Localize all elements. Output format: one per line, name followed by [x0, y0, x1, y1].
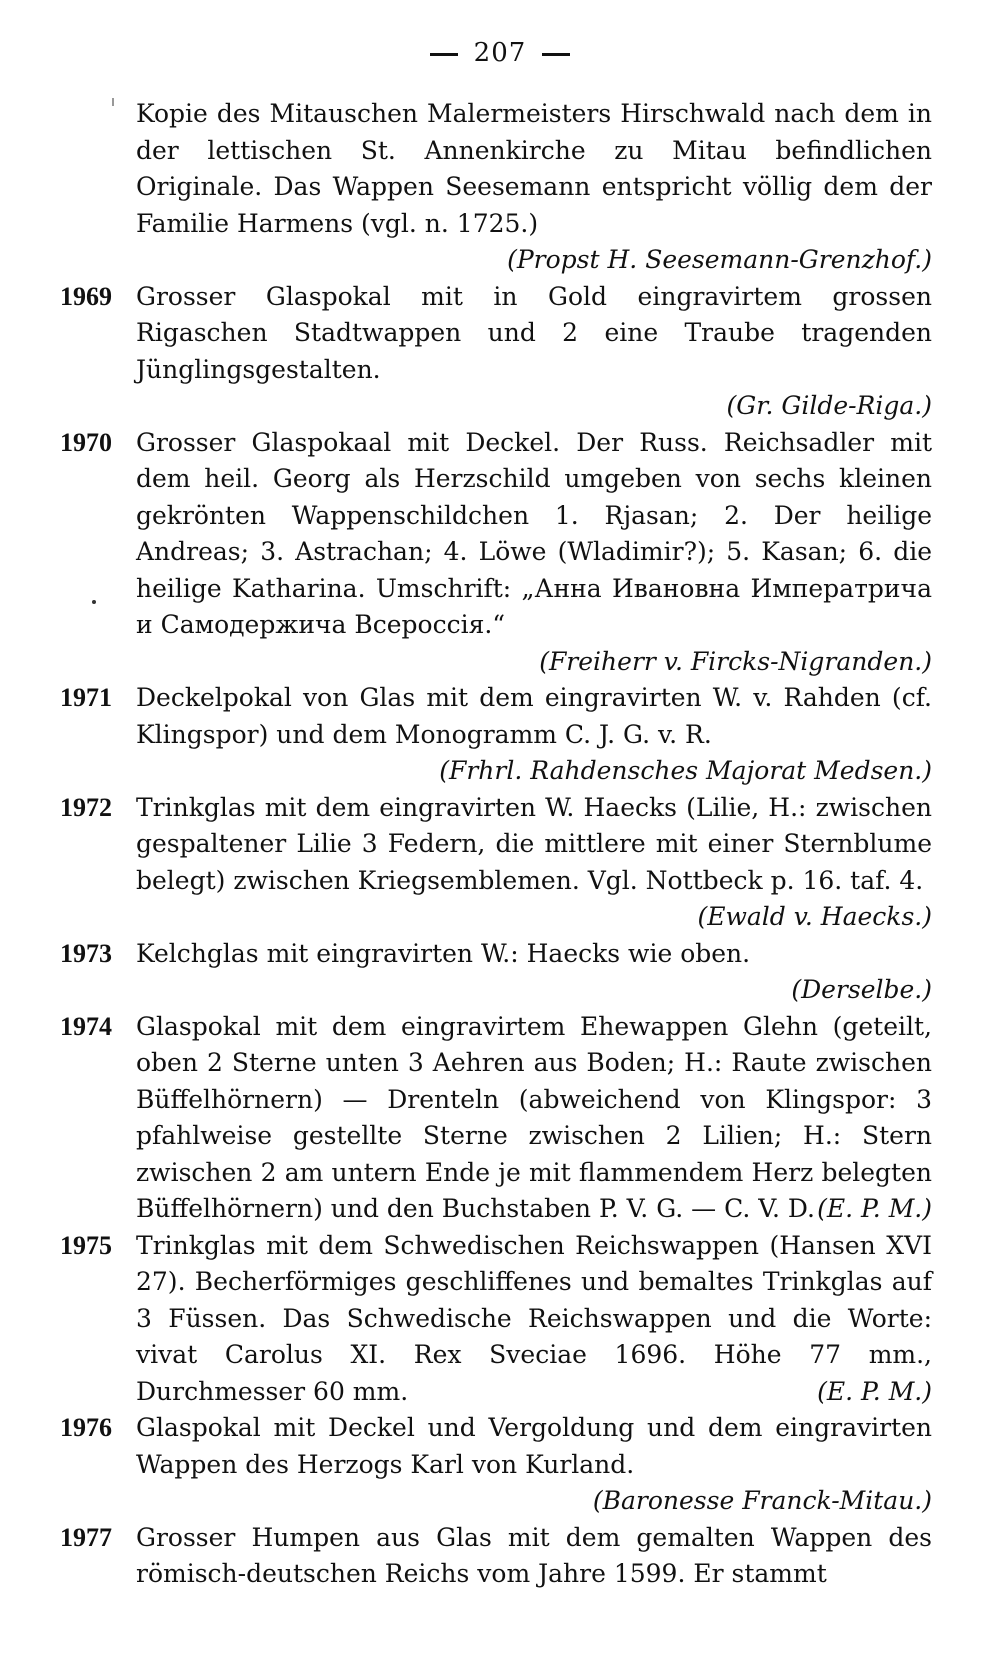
entry-source: (Ewald v. Haecks.) [697, 902, 932, 931]
page-number [0, 38, 1000, 68]
entry-number: 1972 [60, 792, 112, 822]
entry-text: Kelchglas mit eingravirten W.: Haecks wie oben. [136, 938, 751, 968]
entry-number: 1971 [60, 683, 112, 712]
dash-left [430, 53, 458, 56]
entry-1976 [60, 1410, 932, 1520]
entry-source: (Frhrl. Rahdensches Majorat Medsen.) [439, 756, 932, 785]
entry-text: Grosser Humpen aus Glas mit dem gemalten Wappen des römisch-deutschen Reichs vom Jahre 1599. Er stammt [136, 1522, 932, 1588]
entry-text: Grosser Glaspokal mit in Gold eingravirtem grossen Rigaschen Stadtwappen und 2 eine Traube tragenden Jünglingsgestalten. [136, 281, 932, 384]
entry-1977 [60, 1520, 932, 1593]
intro-paragraph [60, 96, 932, 279]
entry-1971 [60, 680, 932, 790]
entry-1974 [60, 1009, 932, 1228]
entry-1969 [60, 279, 932, 425]
entry-source: (E. P. M.) [817, 1376, 932, 1406]
entry-number: 1974 [60, 1011, 112, 1041]
text-body [60, 96, 932, 1593]
entry-source: (Gr. Gilde-Riga.) [726, 391, 932, 420]
entry-number: 1970 [60, 427, 112, 457]
entry-source: (Baronesse Franck-Mitau.) [592, 1486, 932, 1515]
page-number-text: 207 [473, 38, 527, 68]
entry-text: Glaspokal mit Deckel und Vergoldung und dem eingravirten Wappen des Herzogs Karl von Kurland. [136, 1413, 932, 1479]
entry-text: Trinkglas mit dem eingravirten W. Haecks (Lilie, H.: zwischen gespaltener Lilie 3 Federn, die mittlere mit einer Sternblume belegt) zwischen Kriegsemblemen. Vgl. Nottbeck p. 16. taf. 4. [136, 792, 932, 895]
entry-source: (Derselbe.) [791, 975, 932, 1004]
entry-source: (E. P. M.) [817, 1194, 932, 1223]
entry-1972 [60, 790, 932, 936]
entry-text: Deckelpokal von Glas mit dem eingravirten W. v. Rahden (cf. Klingspor) und dem Monogramm C. J. G. v. R. [136, 683, 932, 749]
entry-1975 [60, 1228, 932, 1411]
dash-right [542, 53, 570, 56]
intro-text: Kopie des Mitauschen Malermeisters Hirschwald nach dem in der lettischen St. Annenkirche zu Mitau befindlichen Originale. Das Wappen Seesemann entspricht völlig dem der Familie Harmens (vgl. n. 1725.) [136, 99, 932, 238]
entry-source: (Freiherr v. Fircks-Nigranden.) [539, 646, 932, 676]
entry-number: 1975 [60, 1230, 112, 1260]
entry-text: Grosser Glaspokaal mit Deckel. Der Russ. Reichsadler mit dem heil. Georg als Herzschild umgeben von sechs kleinen gekrönten Wappenschildchen 1. Rjasan; 2. Der heilige Andreas; 3. Astrachan; 4. Löwe (Wladimir?); 5. Kasan; 6. die heilige Katharina. Umschrift: „Анна Ивановна Императрича и Самодержича Всероссія.“ [136, 427, 932, 639]
entry-number: 1976 [60, 1413, 112, 1442]
entry-text: Trinkglas mit dem Schwedischen Reichswappen (Hansen XVI 27). Becherförmiges geschliffenes und bemaltes Trinkglas auf 3 Füssen. Das Schwedische Reichswappen und die Worte: vivat Carolus XI. Rex Sveciae 1696. Höhe 77 mm., Durchmesser 60 mm. [136, 1230, 932, 1406]
entry-1970 [60, 425, 932, 681]
entry-number: 1977 [60, 1522, 112, 1552]
entry-number: 1973 [60, 938, 112, 968]
entry-number: 1969 [60, 281, 112, 311]
entry-text: Glaspokal mit dem eingravirtem Ehewappen Glehn (geteilt, oben 2 Sterne unten 3 Aehren aus Boden; H.: Raute zwischen Büffelhörnern) — Drenteln (abweichend von Klingspor: 3 pfahlweise gestellte Sterne zwischen 2 Lilien; H.: Stern zwischen 2 am untern Ende je mit flammendem Herz belegten Büffelhörnern) und den Buchstaben P. V. G. — C. V. D. [136, 1011, 932, 1223]
intro-source: (Propst H. Seesemann-Grenzhof.) [507, 245, 932, 274]
entry-1973 [60, 936, 932, 1009]
